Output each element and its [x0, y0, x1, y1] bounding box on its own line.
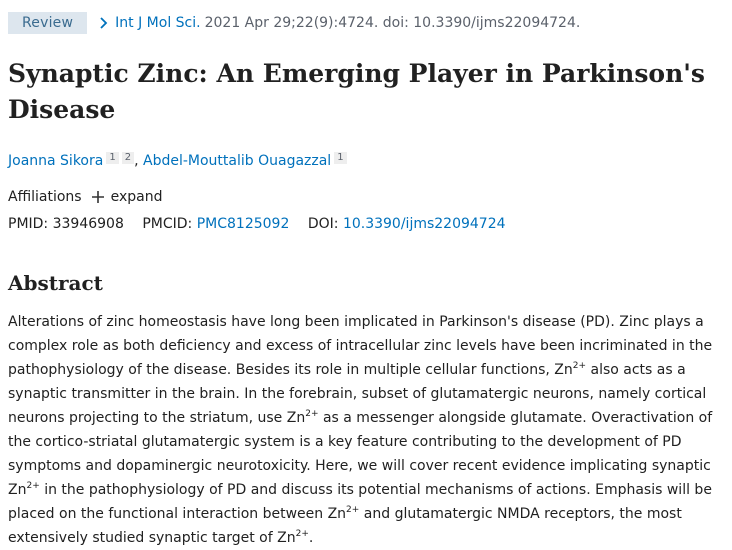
- expand-label: expand: [110, 189, 163, 205]
- pmcid-link[interactable]: PMC8125092: [196, 216, 290, 232]
- pmid-value: 33946908: [52, 216, 124, 232]
- affiliation-ref[interactable]: 1: [106, 152, 118, 164]
- plus-icon: [92, 191, 104, 203]
- identifiers-row: [8, 213, 506, 235]
- author-separator: ,: [134, 153, 139, 169]
- authors-list: [8, 150, 347, 172]
- zinc-charge: 2+: [346, 505, 360, 515]
- citation: [97, 15, 580, 31]
- abstract-segment: as a messenger alongside glutamate. Overactivation of the cortico-striatal glutamatergic system is a key feature contributing to the development of PD symptoms and dopaminergic neurotoxicity. Here, we will cover recent evidence implicating synaptic Zn: [8, 410, 713, 498]
- pmcid-label: PMCID:: [142, 216, 193, 232]
- abstract-segment: also acts as a synaptic transmitter in the brain. In the forebrain, subset of glutamatergic neurons, namely cortical neurons projecting to the striatum, use Zn: [8, 362, 707, 426]
- affiliations-row: [8, 186, 162, 208]
- abstract-segment: and glutamatergic NMDA receptors, the most extensively studied synaptic target of Zn: [8, 506, 682, 546]
- chevron-right-icon[interactable]: [97, 16, 111, 30]
- doi-link[interactable]: 10.3390/ijms22094724: [342, 216, 506, 232]
- zinc-charge: 2+: [305, 409, 319, 419]
- expand-affiliations-button[interactable]: [92, 186, 163, 208]
- journal-link[interactable]: Int J Mol Sci.: [115, 15, 201, 31]
- pmid-label: PMID:: [8, 216, 49, 232]
- affiliation-ref[interactable]: 2: [122, 152, 134, 164]
- zinc-charge: 2+: [572, 361, 587, 371]
- zinc-charge: 2+: [26, 481, 40, 491]
- publication-type-badge[interactable]: Review: [8, 12, 87, 34]
- author-link[interactable]: Abdel-Mouttalib Ouagazzal: [143, 153, 332, 169]
- abstract-text: [8, 310, 728, 550]
- article-title: Synaptic Zinc: An Emerging Player in Parkinson's Disease: [8, 59, 706, 124]
- affiliations-label: Affiliations: [8, 189, 82, 205]
- citation-details: 2021 Apr 29;22(9):4724. doi: 10.3390/ijms22094724.: [204, 15, 581, 31]
- abstract-segment: in the pathophysiology of PD and discuss its potential mechanisms of actions. Emphasis will be placed on the functional interaction between Zn: [8, 482, 712, 522]
- abstract-heading: Abstract: [8, 271, 103, 295]
- affiliation-ref[interactable]: 1: [334, 152, 346, 164]
- abstract-segment: .: [308, 530, 314, 546]
- zinc-charge: 2+: [295, 529, 309, 539]
- doi-label: DOI:: [307, 216, 339, 232]
- article-source-line: [8, 11, 580, 35]
- author-link[interactable]: Joanna Sikora: [8, 153, 104, 169]
- abstract-segment: Alterations of zinc homeostasis have long been implicated in Parkinson's disease (PD). Zinc plays a complex role as both deficiency and excess of intracellular zinc levels have been incriminated in the pathophysiology of the disease. Besides its role in multiple cellular functions, Zn: [8, 314, 713, 378]
